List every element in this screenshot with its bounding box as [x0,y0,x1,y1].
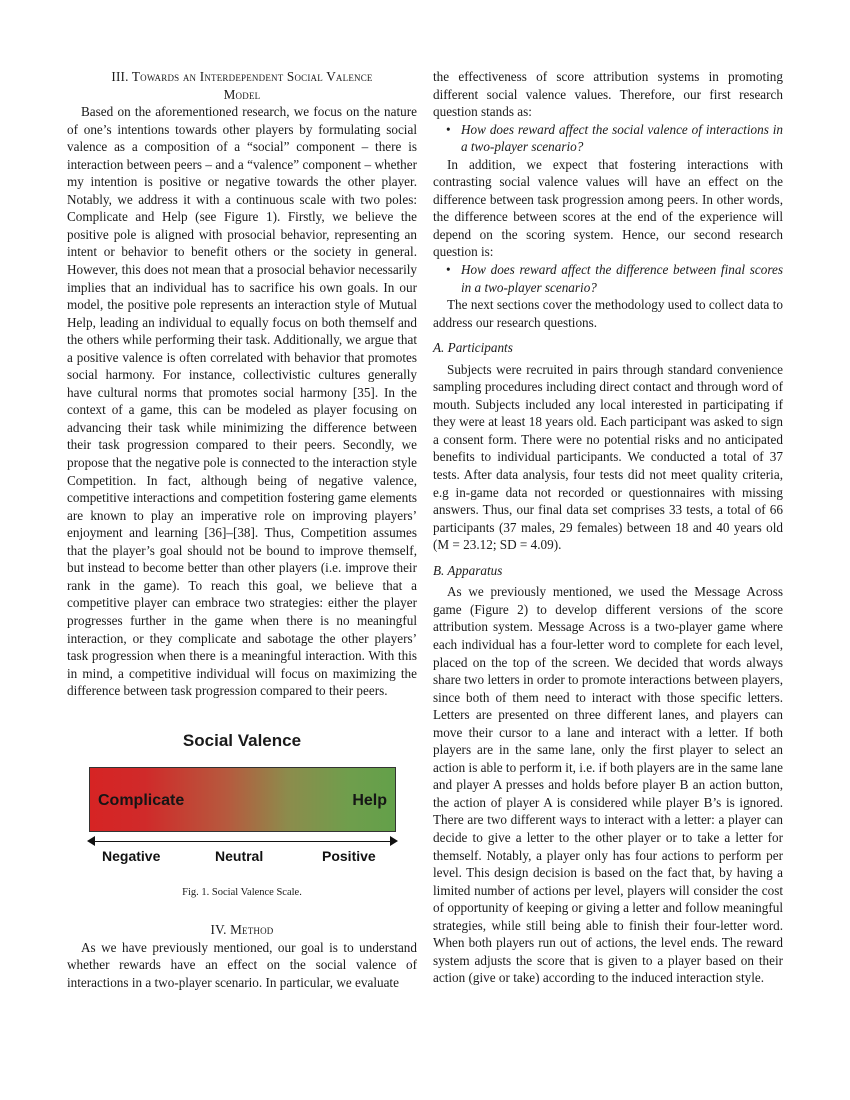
section-heading [67,68,417,103]
pole-label-help: Help [352,791,387,809]
paragraph: As we have previously mentioned, our goal is to understand whether rewards have an effect on the social valence of interactions in a two-player scenario. In particular, we evaluate [67,939,417,990]
left-column [67,68,417,991]
right-column [433,68,783,987]
subsection-heading: A. Participants [433,340,513,356]
valence-gradient-bar [89,767,396,832]
axis-label-neutral: Neutral [215,847,264,864]
section-heading-line: III. Towards an Interdependent Social Valence [111,69,373,84]
paragraph: As we previously mentioned, we used the Message Across game (Figure 2) to develop different versions of the score attribution system. Message Across is a two-player game where each individual has a four-letter word to complete for each level, placed on the top of the screen. We decided that words always share two letters in order to promote interactions between players, since both of them need to interact with those specific letters. Letters are presented on three different lanes, and players can move their cursor to a lane and interact with a letter. If both players are in the same lane, only the first player to select an action is able to perform it, i.e. if both players are in the same lane and player A presses and holds before player B an action button, the action of player A is considered while player B’s is ignored. There are two different ways to interact with a letter: a player can decide to give a letter to the other player or to take a letter for themself. Notably, a player only has four actions to perform per level. This design decision is based on the fact that, by having a limited number of actions per level, players will consider the cost of opportunity of keeping or giving a letter and follow meaningful strategies, while still being able to finish their four-letter word. When both players run out of actions, the level ends. The reward system adjusts the score that is given to a player based on their action (give or take) according to the induced interaction style. [433,584,783,986]
research-question: • How does reward affect the difference between final scores in a two-player scenario? [461,261,783,296]
paragraph: Based on the aforementioned research, we focus on the nature of one’s intentions towards other players by formulating social valence as a composition of a “social” component – there is interaction between peers – and a “valence” component – whether my intention is positive or negative towards the other player. Notably, we address it with a continuous scale with two poles: Complicate and Help (see Figure 1). Firstly, we believe the positive pole is aligned with prosocial behavior, representing an intent or behavior to benefit others or the society in general. However, this does not mean that a prosocial behavior necessarily implies that an individual has to sacrifice his own goals. In our model, the positive pole represents an interaction style of Mutual Help, leading an individual to equally focus on both themself and the others while performing their task. Additionally, we argue that a positive valence is often correlated with behavior that promotes social harmony. For instance, collectivistic cultures generally have cultural norms that promotes social harmony [35]. In the context of a game, this can be modeled as player focusing on advancing their task while minimizing the difference between their task progression compared to their peers. Secondly, we propose that the negative pole is connected to the interaction style Competition. In fact, although being of negative valence, competitive interactions and competition fostering game elements are known to play an imperative role on improving players’ enjoyment and learning [36]–[38]. Thus, Competition assumes that the player’s goal should not be bound to improve themself, but instead to become better than other players (i.e. improve their rank in the game). To reach this goal, we believe that a competitive player can embrace two strategies: either the player progresses further in the game when there is no meaningful interaction, or they complicate and sabotage the other players’ task progression when there is a meaningful interaction. With this in mind, a competitive individual will focus on maximizing the difference between task progression compared to their peers. [67,104,417,699]
research-question-list [433,261,783,296]
pole-label-complicate: Complicate [98,791,185,809]
research-question-list [433,121,783,156]
axis-label-positive: Positive [322,847,376,864]
section-heading: IV. Method [210,922,274,938]
paragraph: In addition, we expect that fostering interactions with contrasting social valence values will have an effect on the difference between task progression among peers. In other words, the difference between scores at the end of the experience will depend on the scoring system. Hence, our second research question is: [433,156,783,260]
figure-caption: Fig. 1. Social Valence Scale. [182,886,302,898]
social-valence-figure [67,732,417,862]
arrow-right-icon [390,836,398,846]
paragraph: the effectiveness of score attribution systems in promoting different social valence values. Therefore, our first research question stands as: [433,69,783,120]
subsection-heading: B. Apparatus [433,562,503,578]
axis-line [89,841,396,842]
figure-title: Social Valence [182,730,302,750]
research-question: • How does reward affect the social valence of interactions in a two-player scenario? [461,121,783,156]
paragraph: The next sections cover the methodology used to collect data to address our research questions. [433,297,783,330]
axis-label-negative: Negative [102,847,161,864]
arrow-left-icon [87,836,95,846]
section-heading-line: Model [223,86,261,102]
paragraph: Subjects were recruited in pairs through standard convenience sampling procedures including direct contact and through word of mouth. Subjects included any local interested in participating if they were at least 18 years old. Each participant was asked to sign a consent form. There were no potential risks and no anticipated benefits to individual participants. We conducted a total of 37 tests. After data analysis, four tests did not meet quality criteria, e.g in-game data not recorded or questionnaires with missing answers. Thus, our final data set comprises 33 tests, a total of 66 participants (37 males, 29 females) between 18 and 40 years old (M = 23.12; SD = 4.09). [433,361,783,553]
